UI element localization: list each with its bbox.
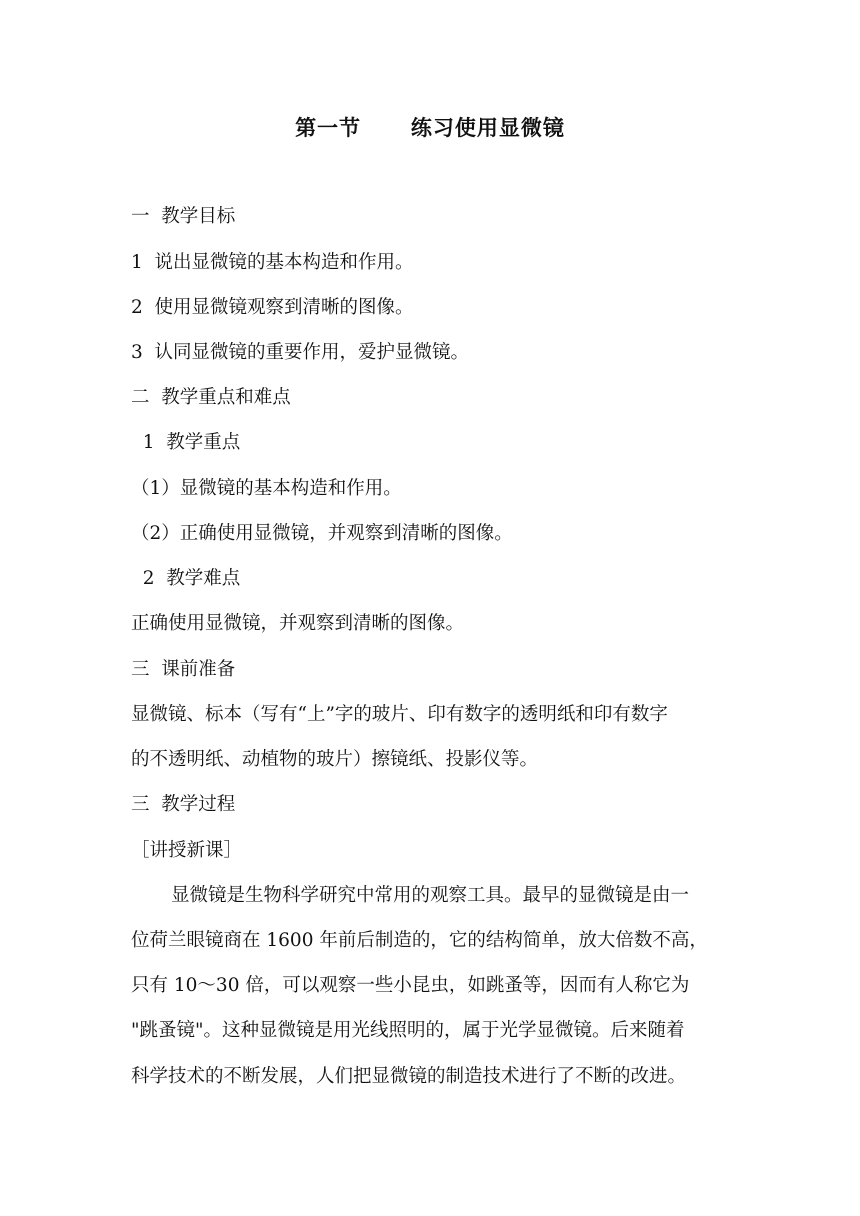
difficulty-text: 正确使用显微镜，并观察到清晰的图像。 xyxy=(131,613,465,634)
heading-key-points: 二 教学重点和难点 xyxy=(131,387,291,408)
key-point-item-1: （1）显微镜的基本构造和作用。 xyxy=(131,478,402,499)
paragraph-line-1: 显微镜是生物科学研究中常用的观察工具。最早的显微镜是由一 xyxy=(171,885,690,906)
paragraph-line-4: "跳蚤镜"。这种显微镜是用光线照明的，属于光学显微镜。后来随着 xyxy=(131,1020,685,1041)
heading-teaching-process: 三 教学过程 xyxy=(131,794,236,815)
preparation-text-line-1: 显微镜、标本（写有“上”字的玻片、印有数字的透明纸和印有数字 xyxy=(131,704,668,725)
goal-item-2: 2 使用显微镜观察到清晰的图像。 xyxy=(131,297,414,318)
heading-preparation: 三 课前准备 xyxy=(131,659,236,680)
subheading-difficulty: 2 教学难点 xyxy=(131,568,241,589)
goal-item-1: 1 说出显微镜的基本构造和作用。 xyxy=(131,252,414,273)
paragraph-line-3: 只有 10～30 倍，可以观察一些小昆虫，如跳蚤等，因而有人称它为 xyxy=(131,975,690,996)
paragraph-line-2: 位荷兰眼镜商在 1600 年前后制造的，它的结构简单，放大倍数不高， xyxy=(131,930,708,951)
section-title: 第一节 练习使用显微镜 xyxy=(295,116,565,140)
lesson-label: ［讲授新课］ xyxy=(131,840,243,861)
key-point-item-2: （2）正确使用显微镜，并观察到清晰的图像。 xyxy=(131,523,513,544)
goal-item-3: 3 认同显微镜的重要作用，爱护显微镜。 xyxy=(131,342,470,363)
subheading-key-point: 1 教学重点 xyxy=(131,432,241,453)
paragraph-line-5: 科学技术的不断发展，人们把显微镜的制造技术进行了不断的改进。 xyxy=(131,1066,687,1087)
heading-teaching-goals: 一 教学目标 xyxy=(131,206,236,227)
preparation-text-line-2: 的不透明纸、动植物的玻片）擦镜纸、投影仪等。 xyxy=(131,749,539,770)
